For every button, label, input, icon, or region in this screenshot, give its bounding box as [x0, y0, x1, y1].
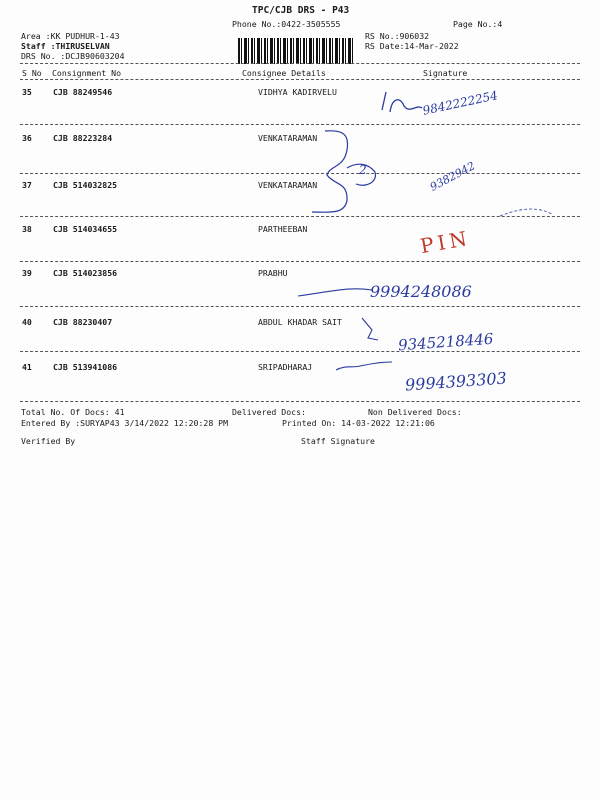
printed-on: Printed On: 14-03-2022 12:21:06	[282, 418, 435, 428]
row-sno: 41	[22, 362, 32, 372]
staff-label: Staff :THIRUSELVAN	[21, 41, 110, 51]
handwritten-signature-36-37: 9382942	[427, 159, 478, 194]
row-sno: 38	[22, 224, 32, 234]
col-signature: Signature	[423, 68, 468, 78]
row-consignment: CJB 514032825	[53, 180, 118, 190]
handwritten-marker-2: 2	[359, 163, 367, 177]
handwritten-phone-35: 9842222254	[421, 88, 499, 118]
rs-date: RS Date:14-Mar-2022	[365, 41, 459, 51]
total-docs: Total No. Of Docs: 41	[21, 407, 125, 417]
handwritten-pin-38: PIN	[418, 225, 473, 259]
sheet-title: TPC/CJB DRS - P43	[252, 5, 350, 16]
row-consignee: VIDHYA KADIRVELU	[258, 87, 337, 97]
col-consignee: Consignee Details	[242, 68, 326, 78]
page-number: Page No.:4	[453, 19, 503, 29]
row-consignment: CJB 88223284	[53, 133, 113, 143]
row-consignee: PRABHU	[258, 268, 288, 278]
col-consignment: Consignment No	[52, 68, 122, 78]
row-consignee: ABDUL KHADAR SAIT	[258, 317, 342, 327]
verified-by: Verified By	[21, 436, 76, 446]
entered-by: Entered By :SURYAP43 3/14/2022 12:20:28 PM	[21, 418, 229, 428]
row-consignment: CJB 88230407	[53, 317, 113, 327]
delivered-docs: Delivered Docs:	[232, 407, 306, 417]
row-consignment: CJB 514034655	[53, 224, 118, 234]
col-sno: S No	[22, 68, 42, 78]
area-label: Area :KK PUDHUR-1-43	[21, 31, 120, 41]
row-consignment: CJB 88249546	[53, 87, 113, 97]
rs-number: RS No.:906032	[365, 31, 430, 41]
row-consignment: CJB 513941086	[53, 362, 118, 372]
row-sno: 40	[22, 317, 32, 327]
row-consignment: CJB 514023856	[53, 268, 118, 278]
handwritten-phone-40: 9345218446	[397, 329, 494, 355]
handwritten-phone-39: 9994248086	[370, 282, 472, 301]
row-sno: 39	[22, 268, 32, 278]
row-sno: 37	[22, 180, 32, 190]
row-consignee: VENKATARAMAN	[258, 180, 318, 190]
row-consignee: SRIPADHARAJ	[258, 362, 313, 372]
row-sno: 36	[22, 133, 32, 143]
row-sno: 35	[22, 87, 32, 97]
row-consignee: PARTHEEBAN	[258, 224, 308, 234]
handwritten-phone-41: 9994393303	[404, 368, 508, 395]
drs-number: DRS No. :DCJB90603204	[21, 51, 125, 61]
row-consignee: VENKATARAMAN	[258, 133, 318, 143]
non-delivered-docs: Non Delivered Docs:	[368, 407, 462, 417]
phone-number: Phone No.:0422-3505555	[232, 19, 341, 29]
staff-signature: Staff Signature	[301, 436, 375, 446]
